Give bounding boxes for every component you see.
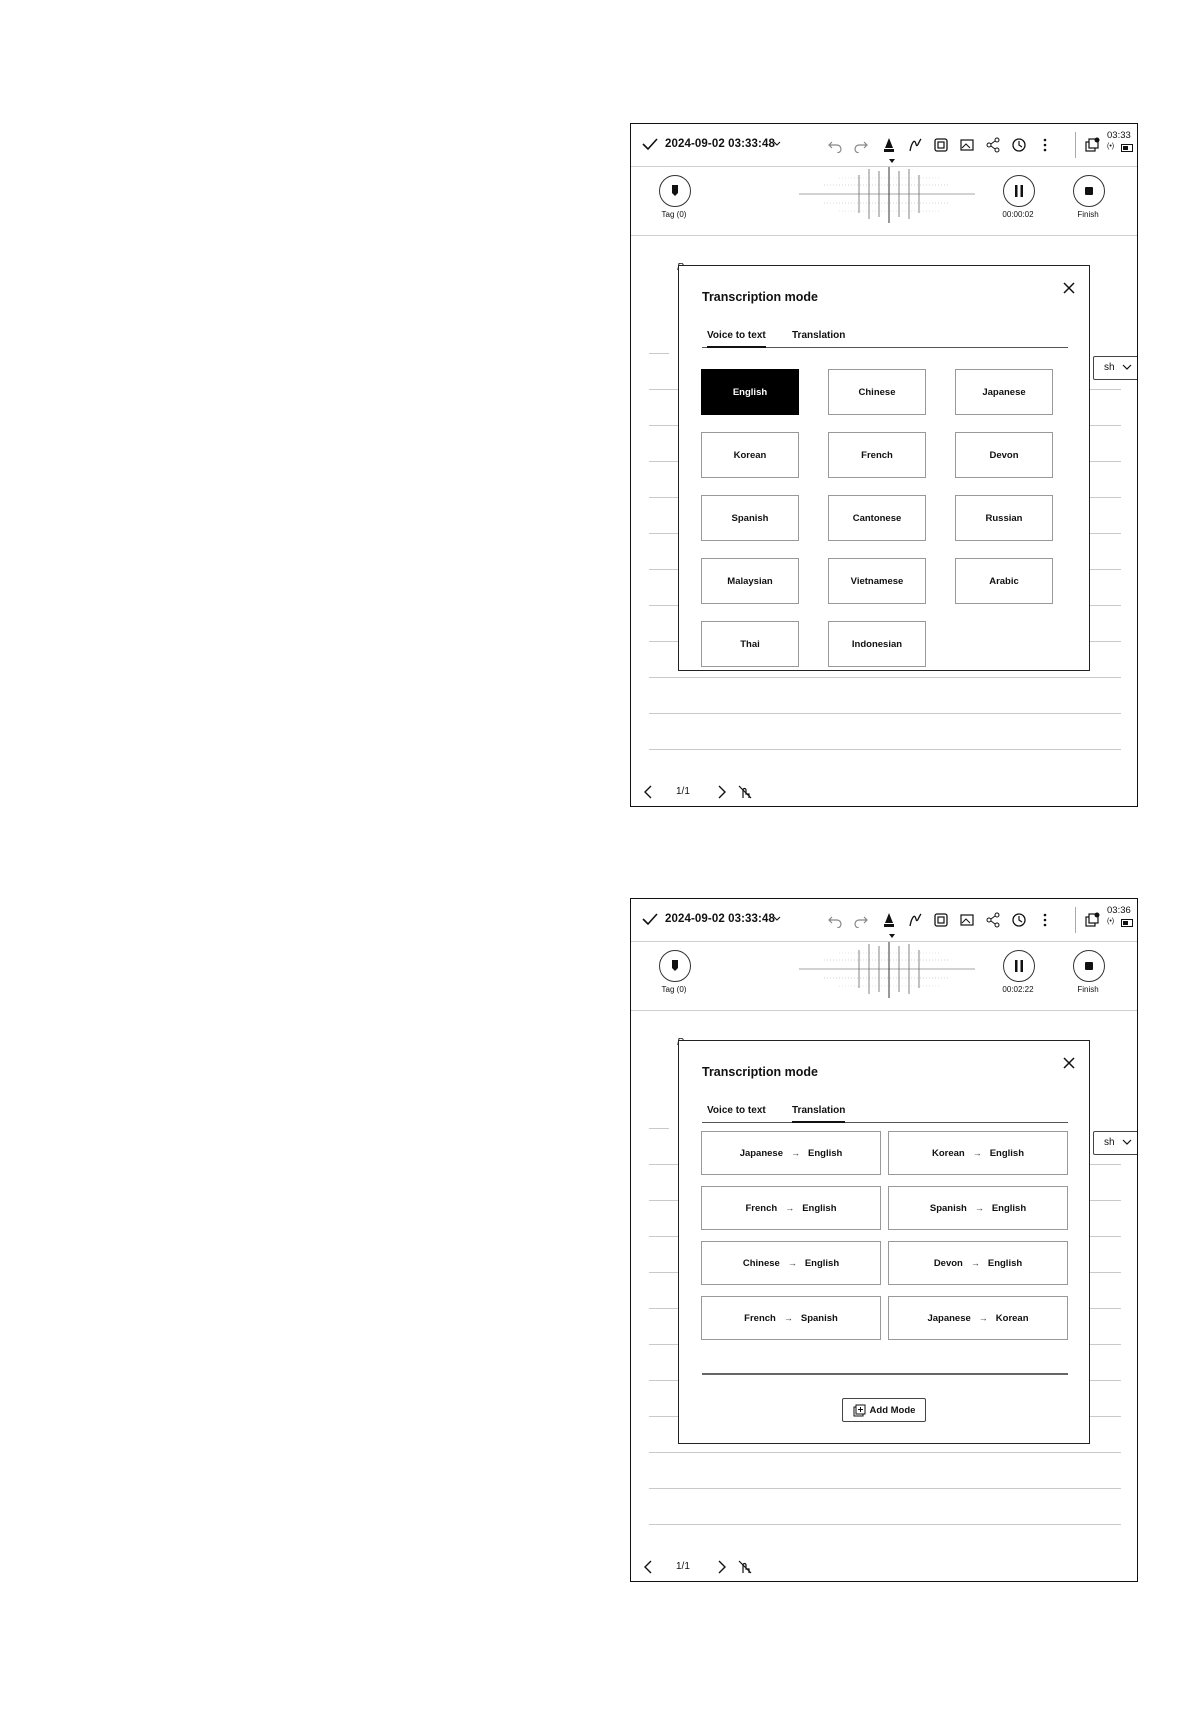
tab-translation[interactable]: Translation — [792, 330, 846, 341]
check-icon[interactable] — [640, 909, 660, 929]
pair-from: Spanish — [929, 1202, 967, 1214]
add-mode-button[interactable] — [842, 1398, 926, 1422]
recorder-bar — [631, 167, 1137, 236]
arrow-right-icon: → — [787, 1258, 797, 1268]
toolbar-separator — [1075, 907, 1076, 933]
ruled-line — [649, 1488, 1121, 1489]
dialog-title: Transcription mode — [702, 290, 818, 304]
more-vertical-icon[interactable] — [1037, 912, 1053, 928]
language-dropdown-value: sh — [1104, 362, 1115, 373]
mode-tabs — [702, 1104, 1068, 1123]
finish-label: Finish — [1077, 985, 1099, 994]
next-page-icon[interactable] — [717, 785, 727, 799]
pen-icon[interactable] — [881, 912, 897, 928]
dialog-divider — [702, 1373, 1068, 1375]
pair-to: Spanish — [800, 1312, 838, 1324]
transcription-mode-dialog — [678, 265, 1090, 671]
ruled-line — [649, 677, 1121, 678]
language-option[interactable]: Korean — [701, 432, 799, 478]
arrow-right-icon: → — [978, 1313, 988, 1323]
translation-pair[interactable] — [888, 1186, 1068, 1230]
translation-pair[interactable] — [701, 1241, 881, 1285]
mode-tabs — [702, 329, 1068, 348]
pair-to: English — [802, 1202, 837, 1214]
language-dropdown[interactable] — [1093, 356, 1138, 380]
tab-voice-to-text[interactable]: Voice to text — [707, 330, 766, 345]
bottom-bar — [631, 1553, 1137, 1581]
device-screen-translation — [630, 898, 1138, 1582]
pair-from: Chinese — [742, 1257, 780, 1269]
redo-icon[interactable] — [853, 137, 869, 153]
bottom-bar — [631, 778, 1137, 806]
finish-label: Finish — [1077, 210, 1099, 219]
language-dropdown-value: sh — [1104, 1137, 1115, 1148]
language-option[interactable]: Russian — [955, 495, 1053, 541]
ruled-line — [649, 1452, 1121, 1453]
add-mode-label: Add Mode — [869, 1404, 916, 1416]
pause-icon — [1014, 185, 1024, 197]
language-option[interactable]: Devon — [955, 432, 1053, 478]
pair-from: Japanese — [739, 1147, 783, 1159]
tag-button[interactable] — [659, 175, 691, 207]
close-icon[interactable] — [1061, 1055, 1077, 1071]
translation-pair[interactable] — [701, 1131, 881, 1175]
top-toolbar — [631, 899, 1137, 942]
chevron-down-icon[interactable] — [773, 140, 781, 148]
wifi-signal-icon: (•) — [1107, 918, 1115, 925]
transcription-mode-dialog — [678, 1040, 1090, 1444]
ruled-line — [649, 713, 1121, 714]
audio-waveform — [799, 942, 975, 1004]
language-dropdown[interactable] — [1093, 1131, 1138, 1155]
history-icon[interactable] — [1011, 912, 1027, 928]
windows-icon[interactable] — [1084, 912, 1100, 928]
arrow-right-icon: → — [970, 1258, 980, 1268]
language-option[interactable]: Thai — [701, 621, 799, 667]
pair-to: English — [991, 1202, 1027, 1214]
tag-icon — [671, 184, 679, 198]
ruled-line — [649, 749, 1121, 750]
stop-icon — [1085, 962, 1093, 970]
page-indicator: 1/1 — [676, 1561, 690, 1572]
close-icon[interactable] — [1061, 280, 1077, 296]
layers-icon[interactable] — [933, 912, 949, 928]
pair-from: French — [745, 1202, 778, 1214]
language-option[interactable]: Cantonese — [828, 495, 926, 541]
arrow-right-icon: → — [791, 1148, 800, 1158]
translation-pair[interactable] — [701, 1186, 881, 1230]
undo-icon[interactable] — [827, 137, 843, 153]
history-icon[interactable] — [1011, 137, 1027, 153]
pen-caret-icon — [889, 934, 895, 938]
image-icon[interactable] — [959, 912, 975, 928]
language-option[interactable]: English — [701, 369, 799, 415]
battery-icon — [1121, 919, 1133, 927]
recording-timer: 00:00:02 — [1002, 210, 1034, 219]
page-indicator: 1/1 — [676, 786, 690, 797]
language-option[interactable]: French — [828, 432, 926, 478]
toolbar-separator — [1075, 132, 1076, 158]
tag-icon — [671, 959, 679, 973]
recording-timer: 00:02:22 — [1002, 985, 1034, 994]
language-option[interactable]: Vietnamese — [828, 558, 926, 604]
dialog-title: Transcription mode — [702, 1065, 818, 1079]
pair-to: Korean — [995, 1312, 1029, 1324]
arrow-right-icon: → — [974, 1203, 984, 1213]
share-icon[interactable] — [985, 137, 1001, 153]
chevron-down-icon[interactable] — [773, 915, 781, 923]
pair-from: Devon — [933, 1257, 963, 1269]
ruled-line — [649, 1128, 669, 1129]
share-icon[interactable] — [985, 912, 1001, 928]
note-datetime[interactable]: 2024-09-02 03:33:48 — [665, 913, 775, 925]
pen-icon[interactable] — [881, 137, 897, 153]
translation-pair[interactable] — [888, 1131, 1068, 1175]
finish-button[interactable] — [1073, 175, 1105, 207]
pause-button[interactable] — [1003, 175, 1035, 207]
layers-icon[interactable] — [933, 137, 949, 153]
ruled-line — [649, 1524, 1121, 1525]
add-mode-icon — [853, 1404, 866, 1417]
wifi-signal-icon: (•) — [1107, 143, 1115, 150]
translation-pair[interactable] — [701, 1296, 881, 1340]
lasso-icon[interactable] — [907, 137, 923, 153]
pen-caret-icon — [889, 159, 895, 163]
tab-translation[interactable]: Translation — [792, 1105, 845, 1120]
pause-icon — [1014, 960, 1024, 972]
pair-to: English — [989, 1147, 1025, 1159]
pair-to: English — [804, 1257, 840, 1269]
pair-to: English — [987, 1257, 1023, 1269]
lasso-icon[interactable] — [907, 912, 923, 928]
tab-voice-to-text[interactable]: Voice to text — [707, 1105, 766, 1116]
tag-label: Tag (0) — [661, 985, 687, 994]
chevron-down-icon — [1122, 1139, 1132, 1146]
pause-button[interactable] — [1003, 950, 1035, 982]
redo-icon[interactable] — [853, 912, 869, 928]
chevron-down-icon — [1122, 364, 1132, 371]
prev-page-icon[interactable] — [643, 785, 653, 799]
arrow-right-icon: → — [783, 1313, 793, 1323]
undo-icon[interactable] — [827, 912, 843, 928]
more-vertical-icon[interactable] — [1037, 137, 1053, 153]
pair-from: French — [744, 1312, 776, 1324]
battery-icon — [1121, 144, 1133, 152]
pair-to: English — [808, 1147, 843, 1159]
top-toolbar — [631, 124, 1137, 167]
tag-label: Tag (0) — [661, 210, 687, 219]
touch-disabled-icon[interactable] — [737, 1559, 753, 1575]
tag-button[interactable] — [659, 950, 691, 982]
arrow-right-icon: → — [972, 1148, 982, 1158]
stop-icon — [1085, 187, 1093, 195]
prev-page-icon[interactable] — [643, 1560, 653, 1574]
translation-pair[interactable] — [888, 1241, 1068, 1285]
language-option[interactable]: Spanish — [701, 495, 799, 541]
ruled-line — [649, 353, 669, 354]
language-option[interactable]: Chinese — [828, 369, 926, 415]
image-icon[interactable] — [959, 137, 975, 153]
status-clock: 03:36 — [1107, 905, 1131, 916]
language-option[interactable]: Malaysian — [701, 558, 799, 604]
windows-icon[interactable] — [1084, 137, 1100, 153]
note-datetime[interactable]: 2024-09-02 03:33:48 — [665, 138, 775, 150]
pair-from: Japanese — [927, 1312, 971, 1324]
status-clock: 03:33 — [1107, 130, 1131, 141]
recorder-bar — [631, 942, 1137, 1011]
audio-waveform — [799, 167, 975, 229]
translation-pair[interactable] — [888, 1296, 1068, 1340]
arrow-right-icon: → — [785, 1203, 795, 1213]
pair-from: Korean — [931, 1147, 965, 1159]
next-page-icon[interactable] — [717, 1560, 727, 1574]
language-option[interactable]: Arabic — [955, 558, 1053, 604]
device-screen-voice-to-text — [630, 123, 1138, 807]
language-option[interactable]: Indonesian — [828, 621, 926, 667]
check-icon[interactable] — [640, 134, 660, 154]
language-option[interactable]: Japanese — [955, 369, 1053, 415]
touch-disabled-icon[interactable] — [737, 784, 753, 800]
finish-button[interactable] — [1073, 950, 1105, 982]
